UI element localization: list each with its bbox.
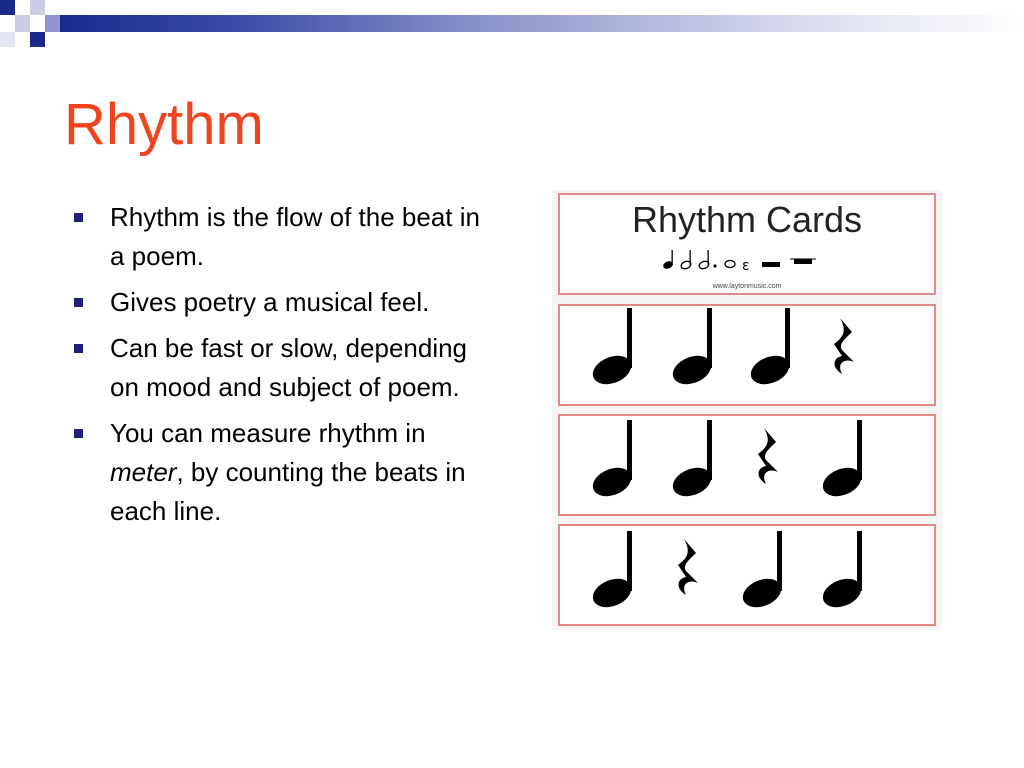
bullet-text-start: You can measure rhythm in	[110, 418, 426, 448]
bullet-text: Rhythm is the flow of the beat in a poem.	[110, 202, 480, 271]
decor-square	[45, 15, 60, 32]
rhythm-card-3	[559, 525, 935, 625]
bullet-item	[70, 283, 490, 322]
bullet-text-end: , by counting the beats in each line.	[110, 457, 466, 526]
half-rest-icon	[762, 262, 780, 267]
square-bullet-icon	[74, 429, 83, 438]
header-gradient-bar	[60, 15, 1024, 32]
whole-rest-icon	[794, 259, 812, 264]
rhythm-cards-svg	[552, 190, 942, 630]
bullet-item	[70, 198, 490, 276]
square-bullet-icon	[74, 298, 83, 307]
bullet-item	[70, 329, 490, 407]
cards-heading: Rhythm Cards	[631, 199, 863, 240]
bullet-emphasis: meter	[110, 457, 177, 487]
small-rest-icon: ɛ	[742, 258, 750, 274]
bullet-item	[70, 414, 490, 531]
dot-icon	[713, 264, 716, 267]
decor-square	[0, 0, 15, 15]
slide-title: Rhythm	[64, 92, 264, 157]
square-bullet-icon	[74, 213, 83, 222]
rhythm-card-2	[559, 415, 935, 515]
website-credit: www.laytonmusic.com	[712, 283, 782, 290]
bullet-text: Gives poetry a musical feel.	[110, 287, 430, 317]
rhythm-cards-image	[552, 190, 942, 630]
decor-square	[0, 32, 15, 47]
decor-square	[30, 0, 45, 15]
rhythm-card-1	[559, 305, 935, 405]
bullet-list	[70, 198, 490, 538]
decor-square	[15, 15, 30, 32]
square-bullet-icon	[74, 344, 83, 353]
bullet-text: Can be fast or slow, depending on mood and subject of poem.	[110, 333, 468, 402]
decor-square	[30, 32, 45, 47]
